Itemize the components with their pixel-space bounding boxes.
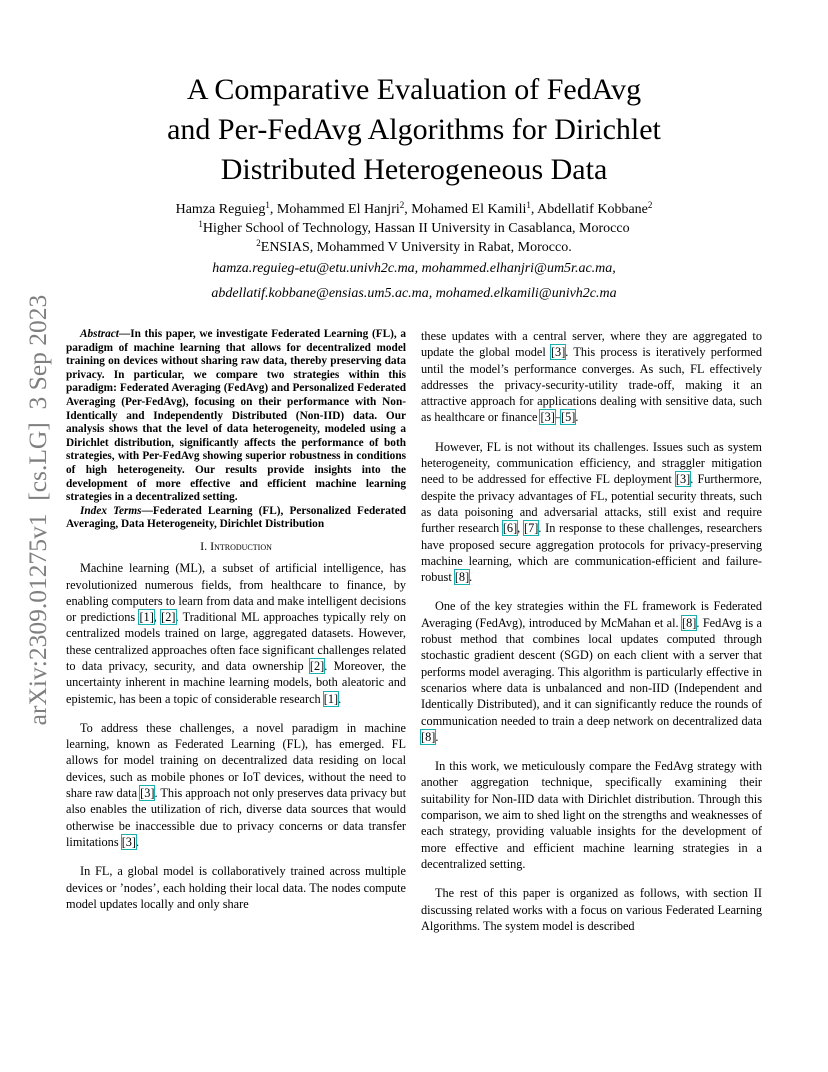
citation-link[interactable]: [5] bbox=[560, 410, 576, 425]
intro-paragraph-3: In FL, a global model is collaboratively trained across multiple devices or ’nodes’, each holding their local data. The nodes compute model updates locally and only share bbox=[66, 864, 406, 911]
text-run: . bbox=[338, 691, 342, 706]
citation-link[interactable]: [1] bbox=[139, 610, 154, 625]
text-run: – bbox=[554, 410, 561, 425]
text-run: . Furthermore, despite the privacy advantages of FL, potential security threats, such as data poisoning and adversarial attacks, still exist and require further research bbox=[421, 472, 762, 536]
author-1: Hamza Reguieg bbox=[175, 202, 266, 217]
text-run: . bbox=[575, 410, 579, 425]
text-run: . bbox=[469, 570, 473, 585]
author-4-affil: 2 bbox=[647, 200, 653, 210]
author-block bbox=[0, 200, 828, 303]
text-run: However, FL is not without its challenges. Issues such as system heterogeneity, communication efficiency, and straggler mitigation need to be addressed for effective FL deployment bbox=[421, 439, 762, 487]
arxiv-identifier-stamp bbox=[23, 290, 53, 730]
intro-paragraph-1 bbox=[66, 560, 406, 707]
right-column bbox=[421, 328, 762, 934]
text-run: Machine learning (ML), a subset of artificial intelligence, has revolutionized numerous fields, from healthcare to finance, by enabling computers to learn from data and make intelligent decisions or predictions bbox=[66, 561, 406, 625]
affiliation-1-marker: 1 bbox=[198, 219, 203, 229]
index-terms-text: —Federated Learning (FL), Personalized Federated Averaging, Data Heterogeneity, Dirichlet Distribution bbox=[66, 504, 406, 531]
citation-link[interactable]: [3] bbox=[121, 834, 137, 849]
affiliation-2-marker: 2 bbox=[256, 238, 261, 248]
text-run: . Moreover, the uncertainty inherent in machine learning models, both aleatoric and epistemic, has been a topic of considerable research bbox=[66, 658, 406, 706]
citation-link[interactable]: [2] bbox=[309, 658, 325, 673]
author-2: , Mohammed El Hanjri bbox=[269, 202, 400, 217]
affiliation-2 bbox=[0, 238, 828, 257]
email-line-2: abdellatif.kobbane@ensias.um5.ac.ma, mohamed.elkamili@univh2c.ma bbox=[211, 286, 617, 301]
intro-paragraph-2 bbox=[66, 720, 406, 850]
text-run: . bbox=[136, 834, 140, 849]
text-run: , bbox=[153, 610, 162, 625]
author-3-affil: 1 bbox=[526, 200, 531, 210]
text-run: . FedAvg is a robust method that combines local updates computed through stochastic gradient descent (SGD) on each client with a server that performs model averaging. This algorithm is particularly effective in scenarios where data is unbalanced and non-IID (Independent and Identically Distributed), and it can significantly reduce the rounds of communication needed to train a deep network on decentralized data bbox=[421, 615, 763, 728]
intro-paragraph-7: The rest of this paper is organized as follows, with section II discussing related works with a focus on various Federated Learning Algorithms. The system model is described bbox=[421, 886, 762, 933]
citation-link[interactable]: [6] bbox=[502, 521, 518, 536]
intro-paragraph-3-continued bbox=[421, 328, 762, 426]
paper-title bbox=[0, 70, 828, 190]
affiliation-1-text: Higher School of Technology, Hassan II University in Casablanca, Morocco bbox=[202, 221, 630, 236]
text-run: these updates with a central server, where they are aggregated to update the global model bbox=[421, 329, 762, 360]
text-run: . This approach not only preserves data privacy but also enables the utilization of rich, diverse data sources that would otherwise be inaccessible due to privacy concerns or data transfer limitations bbox=[66, 786, 406, 849]
intro-paragraph-6: In this work, we meticulously compare the FedAvg strategy with another aggregation technique, specifically examining their suitability for Non-IID data with Dirichlet distribution. Through this comparison, we aim to shed light on the strengths and weaknesses of each strategy, providing valuable insights for the development of more effective and efficient machine learning strategies in a decentralized setting. bbox=[421, 759, 762, 871]
section-heading-introduction: I. Introduction bbox=[200, 538, 272, 553]
author-4: , Abdellatif Kobbane bbox=[530, 202, 648, 217]
title-line-1: A Comparative Evaluation of FedAvg bbox=[186, 73, 642, 106]
index-terms bbox=[66, 505, 406, 532]
text-run: One of the key strategies within the FL framework is Federated Averaging (FedAvg), introduced by McMahan et al. bbox=[421, 599, 762, 630]
citation-link[interactable]: [8] bbox=[454, 570, 470, 585]
email-line-1: hamza.reguieg-etu@etu.univh2c.ma, mohammed.elhanjri@um5r.ac.ma, bbox=[212, 261, 616, 276]
text-run: . Traditional ML approaches typically rely on centralized models trained on large, aggregated datasets. However, these centralized approaches often face significant challenges related to data privacy, security, and data ownership bbox=[66, 610, 406, 673]
text-run: . bbox=[435, 729, 439, 744]
index-terms-label: Index Terms bbox=[80, 504, 142, 517]
citation-link[interactable]: [8] bbox=[682, 615, 697, 630]
citation-link[interactable]: [3] bbox=[675, 472, 691, 487]
citation-link[interactable]: [7] bbox=[523, 521, 539, 536]
author-2-affil: 2 bbox=[399, 200, 405, 210]
citation-link[interactable]: [1] bbox=[323, 691, 339, 706]
text-run: . This process is iteratively performed until the model’s performance converges. As such, FL effectively addresses the privacy-security-utility trade-off, making it an attractive approach for applications dealing with sensitive data, such as healthcare or finance bbox=[421, 345, 762, 425]
left-column bbox=[66, 328, 406, 912]
author-1-affil: 1 bbox=[265, 200, 270, 210]
citation-link[interactable]: [2] bbox=[161, 610, 176, 625]
title-line-2: and Per-FedAvg Algorithms for Dirichlet bbox=[167, 113, 661, 146]
citation-link[interactable]: [3] bbox=[550, 345, 566, 360]
title-line-3: Distributed Heterogeneous Data bbox=[220, 153, 608, 186]
abstract-text: —In this paper, we investigate Federated Learning (FL), a paradigm of machine learning that allows for decentralized model training on devices without sharing raw data, thereby preserving data privacy. In particular, we compare two strategies within this paradigm: Federated Averaging (FedAvg) and Personalized Federated Averaging (Per-FedAvg), focusing on their performance with Non-Identically and Independently Distributed (Non-IID) data. Our analysis shows that the level of data heterogeneity, modeled using a Dirichlet distribution, significantly affects the performance of both strategies, with Per-FedAvg showing superior robustness in conditions of high heterogeneity. Our results provide insights into the development of more effective and efficient machine learning strategies in a decentralized setting. bbox=[66, 328, 406, 504]
text-run: , bbox=[517, 521, 524, 536]
text-run: . In response to these challenges, researchers have proposed secure aggregation protocols for privacy-preserving machine learning, which are communication-efficient and failure-robust bbox=[421, 521, 762, 585]
affiliation-1 bbox=[0, 219, 828, 238]
citation-link[interactable]: [3] bbox=[540, 410, 555, 425]
intro-paragraph-5 bbox=[421, 598, 762, 745]
citation-link[interactable]: [8] bbox=[421, 729, 436, 744]
author-3: , Mohamed El Kamili bbox=[404, 202, 527, 217]
abstract bbox=[66, 328, 406, 505]
text-run: To address these challenges, a novel paradigm in machine learning, known as Federated Learning (FL), has emerged. FL allows for model training on decentralized data residing on local devices, such as mobile phones or IoT devices, without the need to share raw data bbox=[66, 720, 406, 801]
abstract-label: Abstract bbox=[80, 328, 119, 340]
affiliation-2-text: ENSIAS, Mohammed V University in Rabat, Morocco. bbox=[260, 240, 572, 255]
arxiv-stamp-text: arXiv:2309.01275v1 [cs.LG] 3 Sep 2023 bbox=[23, 294, 52, 726]
author-names bbox=[0, 200, 828, 219]
intro-paragraph-4 bbox=[421, 439, 762, 586]
citation-link[interactable]: [3] bbox=[140, 786, 155, 801]
